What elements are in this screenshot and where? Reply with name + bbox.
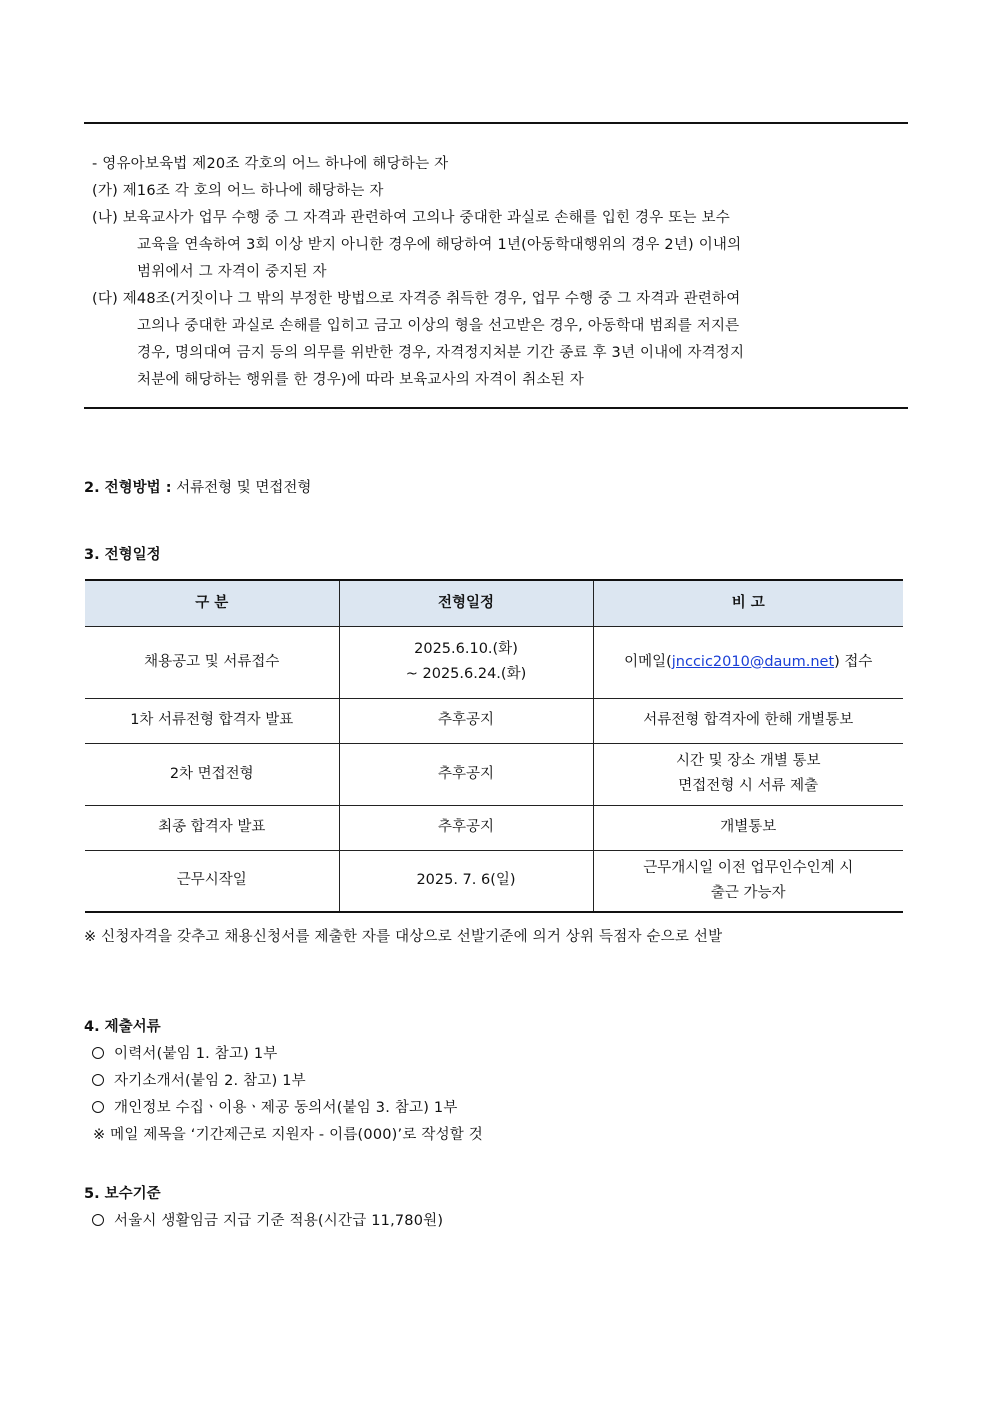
qualification-line-0: - 영유아보육법 제20조 각호의 어느 하나에 해당하는 자: [92, 156, 449, 172]
table-row: [85, 743, 903, 805]
section2-heading: [84, 476, 311, 497]
table-row: [85, 626, 903, 698]
stage-cell: 채용공고 및 서류접수: [85, 626, 339, 698]
note-line-1: 근무개시일 이전 업무인수인계 시: [643, 859, 854, 876]
note-cell: 개별통보: [593, 805, 903, 850]
bottom-rule: [84, 407, 908, 409]
note-prefix: 이메일(: [624, 653, 672, 670]
qualification-line-4: 범위에서 그 자격이 중지된 자: [137, 264, 327, 280]
circle-bullet-icon: [92, 1214, 104, 1226]
header-date: 전형일정: [339, 580, 593, 626]
pay-item: [92, 1209, 443, 1230]
section4-title: 4. 제출서류: [84, 1019, 161, 1035]
date-cell: [339, 626, 593, 698]
document-item: [92, 1042, 277, 1063]
top-rule: [84, 122, 908, 124]
qualification-line-6: 고의나 중대한 과실로 손해를 입히고 금고 이상의 형을 선고받은 경우, 아동학대 범죄를 저지른: [137, 318, 740, 334]
circle-bullet-icon: [92, 1074, 104, 1086]
circle-bullet-icon: [92, 1047, 104, 1059]
circle-bullet-icon: [92, 1101, 104, 1113]
note-line-1: 시간 및 장소 개별 통보: [676, 753, 821, 769]
stage-cell: 근무시작일: [85, 850, 339, 912]
date-cell: 2025. 7. 6(일): [339, 850, 593, 912]
header-stage: 구 분: [85, 580, 339, 626]
email-link[interactable]: jnccic2010@daum.net: [671, 653, 835, 670]
date-cell: 추후공지: [339, 743, 593, 805]
pay-item-label: 서울시 생활임금 지급 기준 적용(시간급 11,780원): [114, 1213, 444, 1229]
schedule-table: [85, 579, 903, 913]
qualification-line-5: (다) 제48조(거짓이나 그 밖의 부정한 방법으로 자격증 취득한 경우, 업무 수행 중 그 자격과 관련하여: [92, 291, 741, 307]
qualification-line-8: 처분에 해당하는 행위를 한 경우)에 따라 보육교사의 자격이 취소된 자: [137, 372, 584, 388]
date-cell: 추후공지: [339, 698, 593, 743]
document-item-label: 이력서(붙임 1. 참고) 1부: [114, 1046, 278, 1062]
note-cell: [593, 626, 903, 698]
qualification-line-1: (가) 제16조 각 호의 어느 하나에 해당하는 자: [92, 183, 384, 199]
note-line-2: 면접전형 시 서류 제출: [678, 778, 819, 794]
document-item-label: 자기소개서(붙임 2. 참고) 1부: [114, 1073, 306, 1089]
stage-cell: 최종 합격자 발표: [85, 805, 339, 850]
qualification-line-3: 교육을 연속하여 3회 이상 받지 아니한 경우에 해당하여 1년(아동학대행위의 경우 2년) 이내의: [137, 237, 742, 253]
selection-footnote: ※ 신청자격을 갖추고 채용신청서를 제출한 자를 대상으로 선발기준에 의거 상위 득점자 순으로 선발: [84, 929, 723, 945]
note-cell: [593, 850, 903, 912]
date-end: ~ 2025.6.24.(화): [405, 666, 527, 682]
date-start: 2025.6.10.(화): [414, 641, 518, 657]
note-cell: [593, 743, 903, 805]
section3-title: 3. 전형일정: [84, 547, 161, 563]
section2-title: 2. 전형방법 :: [84, 480, 172, 496]
email-subject-note: ※ 메일 제목을 ‘기간제근로 지원자 - 이름(000)’로 작성할 것: [93, 1127, 484, 1143]
note-suffix: ) 접수: [834, 653, 873, 670]
schedule-header-row: [85, 580, 903, 626]
document-item-label: 개인정보 수집ㆍ이용ㆍ제공 동의서(붙임 3. 참고) 1부: [114, 1100, 458, 1116]
qualification-line-7: 경우, 명의대여 금지 등의 의무를 위반한 경우, 자격정지처분 기간 종료 후 3년 이내에 자격정지: [137, 345, 745, 361]
table-row: [85, 850, 903, 912]
stage-cell: 2차 면접전형: [85, 743, 339, 805]
stage-cell: 1차 서류전형 합격자 발표: [85, 698, 339, 743]
document-item: [92, 1069, 306, 1090]
note-line-2: 출근 가능자: [710, 884, 786, 901]
document-item: [92, 1096, 458, 1117]
section2-value: 서류전형 및 면접전형: [171, 480, 312, 496]
header-note: 비 고: [593, 580, 903, 626]
qualification-line-2: (나) 보육교사가 업무 수행 중 그 자격과 관련하여 고의나 중대한 과실로 손해를 입힌 경우 또는 보수: [92, 210, 730, 226]
date-cell: 추후공지: [339, 805, 593, 850]
table-row: [85, 805, 903, 850]
section5-title: 5. 보수기준: [84, 1186, 161, 1202]
table-row: [85, 698, 903, 743]
note-cell: 서류전형 합격자에 한해 개별통보: [593, 698, 903, 743]
